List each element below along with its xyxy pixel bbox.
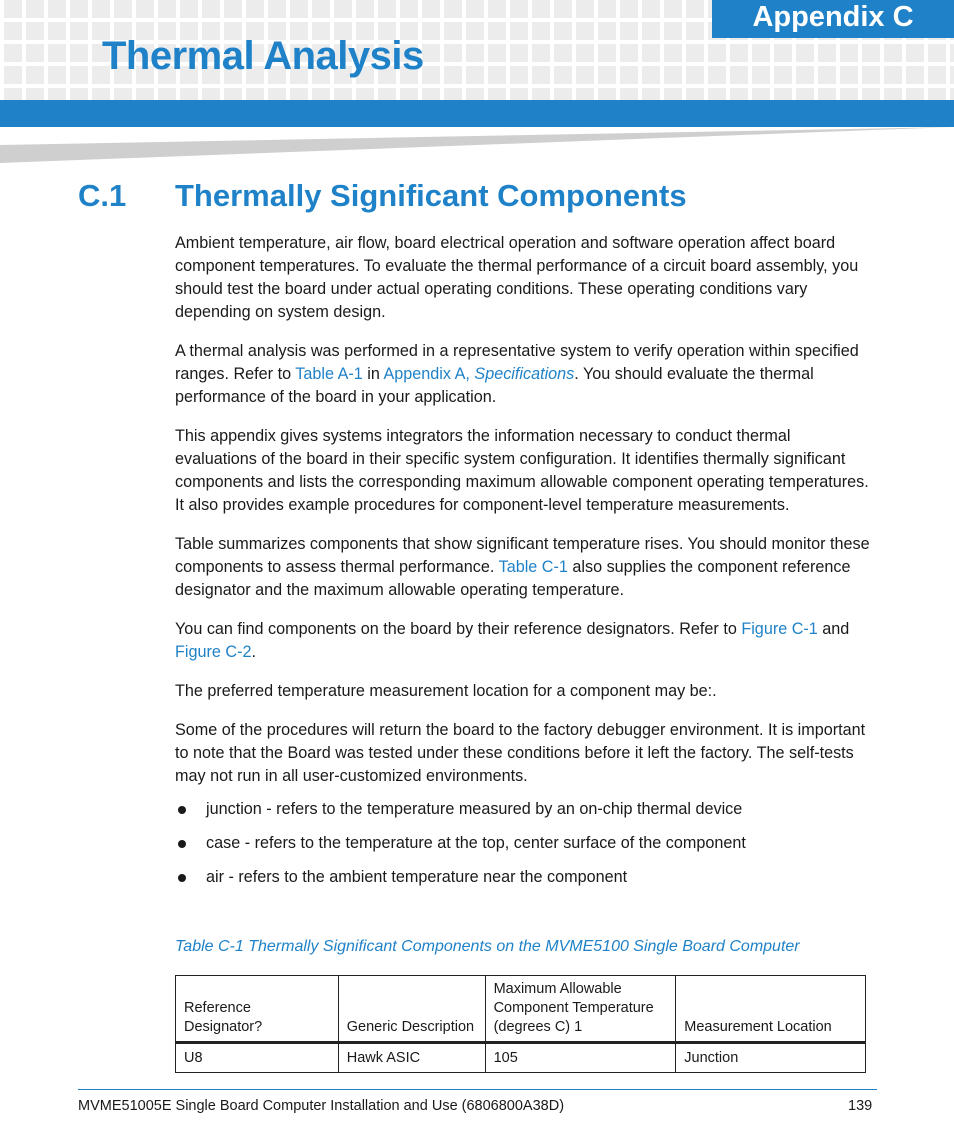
link-figure-c1[interactable]: Figure C-1 [741, 620, 818, 638]
table-cell: Hawk ASIC [338, 1043, 485, 1073]
components-table [175, 975, 866, 1073]
text-span: and [817, 620, 850, 638]
paragraph-5 [175, 618, 875, 664]
text-span: also supplies the component reference designator and the maximum allowable operating temperature. [175, 558, 851, 599]
appendix-tab: Appendix C [712, 0, 954, 38]
paragraph-7: Some of the procedures will return the board to the factory debugger environment. It is important to note that the Board was tested under these conditions before it left the factory. The self-tests may not run in all user-customized environments. [175, 721, 866, 785]
paragraph-2 [175, 340, 875, 409]
column-header: Reference Designator? [176, 976, 339, 1043]
text-span: Table summarizes components that show significant temperature rises. You should monitor these components to assess thermal performance. [175, 535, 870, 576]
text-span: . You should evaluate the thermal performance of the board in your application. [175, 365, 814, 406]
body-text [175, 232, 875, 900]
link-table-c1[interactable]: Table C-1 [498, 558, 568, 576]
list-item: junction - refers to the temperature measured by an on-chip thermal device [175, 798, 875, 821]
column-header: Measurement Location [676, 976, 866, 1043]
page-title: Thermal Analysis [102, 34, 424, 78]
text-span: in [362, 365, 384, 383]
section-number: C.1 [78, 178, 127, 213]
header-band [0, 100, 954, 127]
link-appendix-a[interactable]: Appendix A, [383, 365, 475, 383]
table-row [176, 1043, 866, 1073]
column-header: Maximum Allowable Component Temperature (degrees C) 1 [485, 976, 676, 1043]
column-header: Generic Description [338, 976, 485, 1043]
table-cell: U8 [176, 1043, 339, 1073]
text-span: A thermal analysis was performed in a representative system to verify operation within specified ranges. Refer to [175, 342, 859, 383]
page-number: 139 [848, 1098, 873, 1114]
list-item: air - refers to the ambient temperature near the component [175, 866, 875, 889]
table-cell: Junction [676, 1043, 866, 1073]
header-wedge [0, 127, 954, 163]
link-specifications[interactable]: Specifications [474, 365, 575, 383]
link-table-a1[interactable]: Table A-1 [295, 365, 363, 383]
section-heading [78, 178, 687, 214]
bullet-list [175, 798, 875, 889]
table-cell: 105 [485, 1043, 676, 1073]
list-item: case - refers to the temperature at the top, center surface of the component [175, 832, 875, 855]
table-caption: Table C-1 Thermally Significant Components on the MVME5100 Single Board Computer [175, 938, 800, 955]
footer-doc-title: MVME51005E Single Board Computer Installation and Use (6806800A38D) [78, 1098, 565, 1114]
footer-divider [78, 1089, 877, 1090]
section-title: Thermally Significant Components [175, 178, 687, 213]
paragraph-3: This appendix gives systems integrators the information necessary to conduct thermal evaluations of the board in their specific system configuration. It identifies thermally significant components and lists the corresponding maximum allowable component operating temperatures. It also provides example procedures for component-level temperature measurements. [175, 427, 869, 514]
link-figure-c2[interactable]: Figure C-2 [175, 643, 252, 661]
paragraph-4 [175, 533, 875, 602]
paragraph-1: Ambient temperature, air flow, board electrical operation and software operation affect board component temperatures. To evaluate the thermal performance of a circuit board assembly, you should test the board under actual operating conditions. These operating conditions vary depending on system design. [175, 234, 859, 321]
table-header-row [176, 976, 866, 1043]
text-span: You can find components on the board by their reference designators. Refer to [175, 620, 742, 638]
text-span: . [251, 643, 256, 661]
paragraph-6: The preferred temperature measurement location for a component may be:. [175, 682, 717, 700]
